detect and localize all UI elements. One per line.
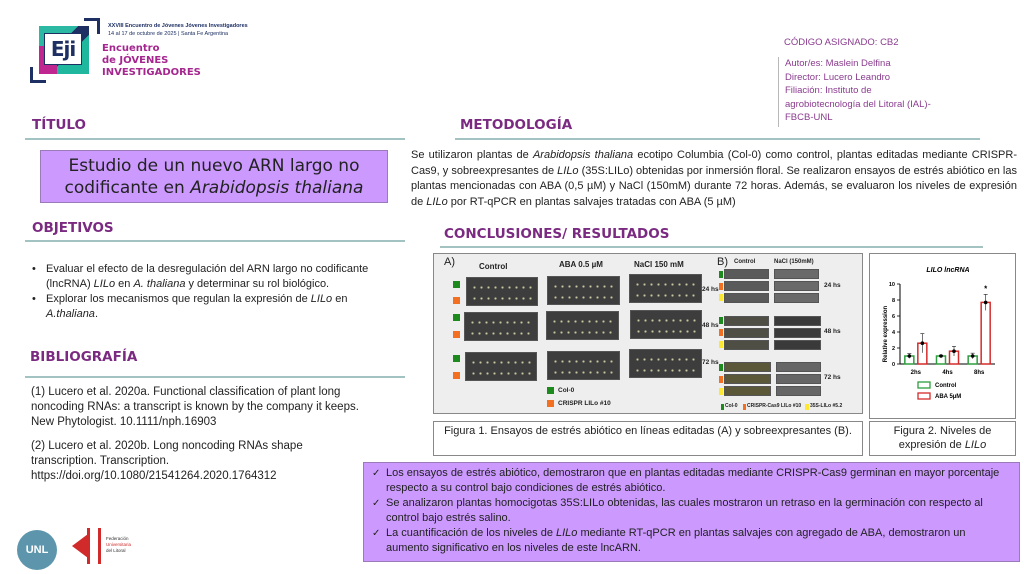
y-tick-label: 6 (891, 314, 895, 320)
chart-ylabel: Relative expression (883, 305, 889, 363)
significance-marker: * (984, 284, 988, 294)
methodology-rule (455, 138, 980, 140)
x-tick-label: 2hs (910, 370, 922, 376)
legend-label: Control (935, 383, 957, 389)
conclusion-item: ✓ Se analizaron plantas homocigotas 35S:LILo obtenidas, las cuales mostraron un retraso en la germinación con respecto al control bajo estrés salino. (372, 496, 1011, 526)
bibliography-rule (25, 376, 405, 378)
objectives-list (30, 262, 395, 322)
figure-2-caption: Figura 2. Niveles de expresión de LILo (869, 421, 1016, 456)
assigned-code: CÓDIGO ASIGNADO: CB2 (784, 37, 899, 48)
title-heading: TÍTULO (32, 117, 86, 133)
brand-name: Encuentro de JÓVENES INVESTIGADORES (102, 43, 201, 78)
plate-control-24 (466, 277, 538, 306)
methodology-heading: METODOLOGÍA (460, 117, 573, 133)
director: Director: Lucero Leandro (785, 71, 891, 83)
y-tick-label: 2 (891, 346, 895, 352)
bar-aba-5-m (981, 302, 990, 364)
data-point (971, 354, 975, 358)
figure-2 (869, 253, 1016, 419)
conclusion-item: ✓ Los ensayos de estrés abiótico, demostraron que en plantas editadas mediante CRISPR-Cas9 germinan en mayor porcentaje respecto a su control bajo condiciones de estrés abiótico. (372, 466, 1011, 496)
affiliation-line-3: FBCB-UNL (785, 112, 833, 123)
plate-nacl-72 (629, 349, 702, 378)
reference-item: (1) Lucero et al. 2020a. Functional classification of plant long noncoding RNAs: a transcript is known by the company it keeps. New Phytologist. 10.1111/nph.16903 (31, 386, 359, 428)
plate-aba-24 (547, 276, 620, 305)
col-control: Control (479, 262, 508, 271)
objectives-heading: OBJETIVOS (32, 220, 114, 236)
col-aba: ABA 0.5 µM (559, 260, 603, 269)
event-info (108, 22, 248, 38)
legend-swatch (918, 382, 930, 388)
data-point (952, 349, 956, 353)
data-point (939, 354, 943, 358)
plate-aba-48 (546, 311, 619, 340)
expression-chart (870, 254, 1015, 418)
legend-col0: Col-0 (558, 387, 575, 394)
y-tick-label: 8 (891, 298, 895, 304)
event-dates: 14 al 17 de octubre de 2025 | Santa Fe Argentina (108, 31, 229, 37)
col-nacl: NaCl 150 mM (634, 260, 684, 269)
affiliation-line-2: agrobiotecnología del Litoral (IAL)- (785, 98, 931, 110)
objective-item: • Explorar los mecanismos que regulan la expresión de LILo en A.thaliana. (30, 292, 395, 322)
data-point (984, 301, 988, 305)
author-block (778, 57, 931, 127)
y-tick-label: 0 (891, 362, 895, 368)
bibliography-heading: BIBLIOGRAFÍA (30, 349, 138, 365)
panel-b-label: B) (717, 256, 728, 268)
objectives-rule (25, 240, 405, 242)
plate-control-48 (464, 312, 538, 341)
eji-logo (30, 18, 100, 83)
bibliography-list (31, 385, 361, 493)
data-point (921, 341, 925, 345)
unl-logo: UNL (17, 530, 57, 570)
y-tick-label: 10 (888, 282, 895, 288)
legend-label: ABA 5µM (935, 394, 962, 400)
reference-item: (2) Lucero et al. 2020b. Long noncoding RNAs shape transcription. Transcription. https://doi.org/10.1080/21541264.2020.1764312 (31, 440, 303, 482)
objective-item: • Evaluar el efecto de la desregulación del ARN largo no codificante (lncRNA) LILo en A. thaliana y determinar su rol biológico. (30, 262, 395, 292)
event-title: XXVIII Encuentro de Jóvenes Jóvenes Investigadores (108, 23, 248, 29)
triangle-icon (72, 534, 88, 558)
title-rule (25, 138, 405, 140)
y-tick-label: 4 (891, 330, 895, 336)
conclusion-item: ✓ La cuantificación de los niveles de LILo mediante RT-qPCR en plantas salvajes con agregado de ABA, demostraron un aumento significativo en los niveles de este lncARN. (372, 526, 1011, 556)
author: Autor/es: Maslein Delfina (785, 58, 891, 69)
poster-title: Estudio de un nuevo ARN largo no codificante en Arabidopsis thaliana (40, 150, 388, 203)
figure-1-caption: Figura 1. Ensayos de estrés abiótico en líneas editadas (A) y sobreexpresantes (B). (433, 421, 863, 456)
methodology-text: Se utilizaron plantas de Arabidopsis thaliana ecotipo Columbia (Col-0) como control, plantas editadas mediante CRISPR- Cas9, y sobreexpresantes de LILo (35S:LILo) obtenidas por inmersión floral. Se realizaron ensayos de estrés abiótico en las plantas mencionadas con ABA (0,5 µM) y NaCl (150mM) durante 72 horas. Además, se evaluaron los niveles de expresión de LILo por RT-qPCR en plantas salvajes tratadas con ABA (5 µM) (411, 149, 1017, 208)
plate-nacl-48 (630, 310, 702, 339)
logo-text: Eji (44, 33, 82, 65)
x-tick-label: 8hs (973, 370, 985, 376)
conclusions-box (363, 462, 1020, 562)
plate-nacl-24 (629, 274, 702, 303)
federacion-logo: Federación Universitaria del Litoral (72, 526, 172, 566)
plate-control-72 (465, 352, 537, 381)
legend-swatch (918, 393, 930, 399)
conclusions-rule (440, 246, 983, 248)
panel-a-label: A) (444, 256, 455, 268)
plate-aba-72 (547, 351, 620, 380)
figure-1: A) Control ABA 0.5 µM NaCl 150 mM 24 hs 48 hs 72 hs Col-0 CRISPR LILo #10 B) Control NaCl (150mM) 24 hs 48 hs 72 hs Col-0 CRISPR-Cas9 LILo #10 35S-LILo #5.2 (433, 253, 863, 414)
affiliation-line-1: Filiación: Instituto de (785, 85, 872, 96)
conclusions-heading: CONCLUSIONES/ RESULTADOS (444, 226, 670, 242)
legend-crispr: CRISPR LILo #10 (558, 400, 611, 407)
x-tick-label: 4hs (942, 370, 953, 376)
chart-title: LILO lncRNA (926, 267, 970, 274)
data-point (908, 354, 912, 358)
